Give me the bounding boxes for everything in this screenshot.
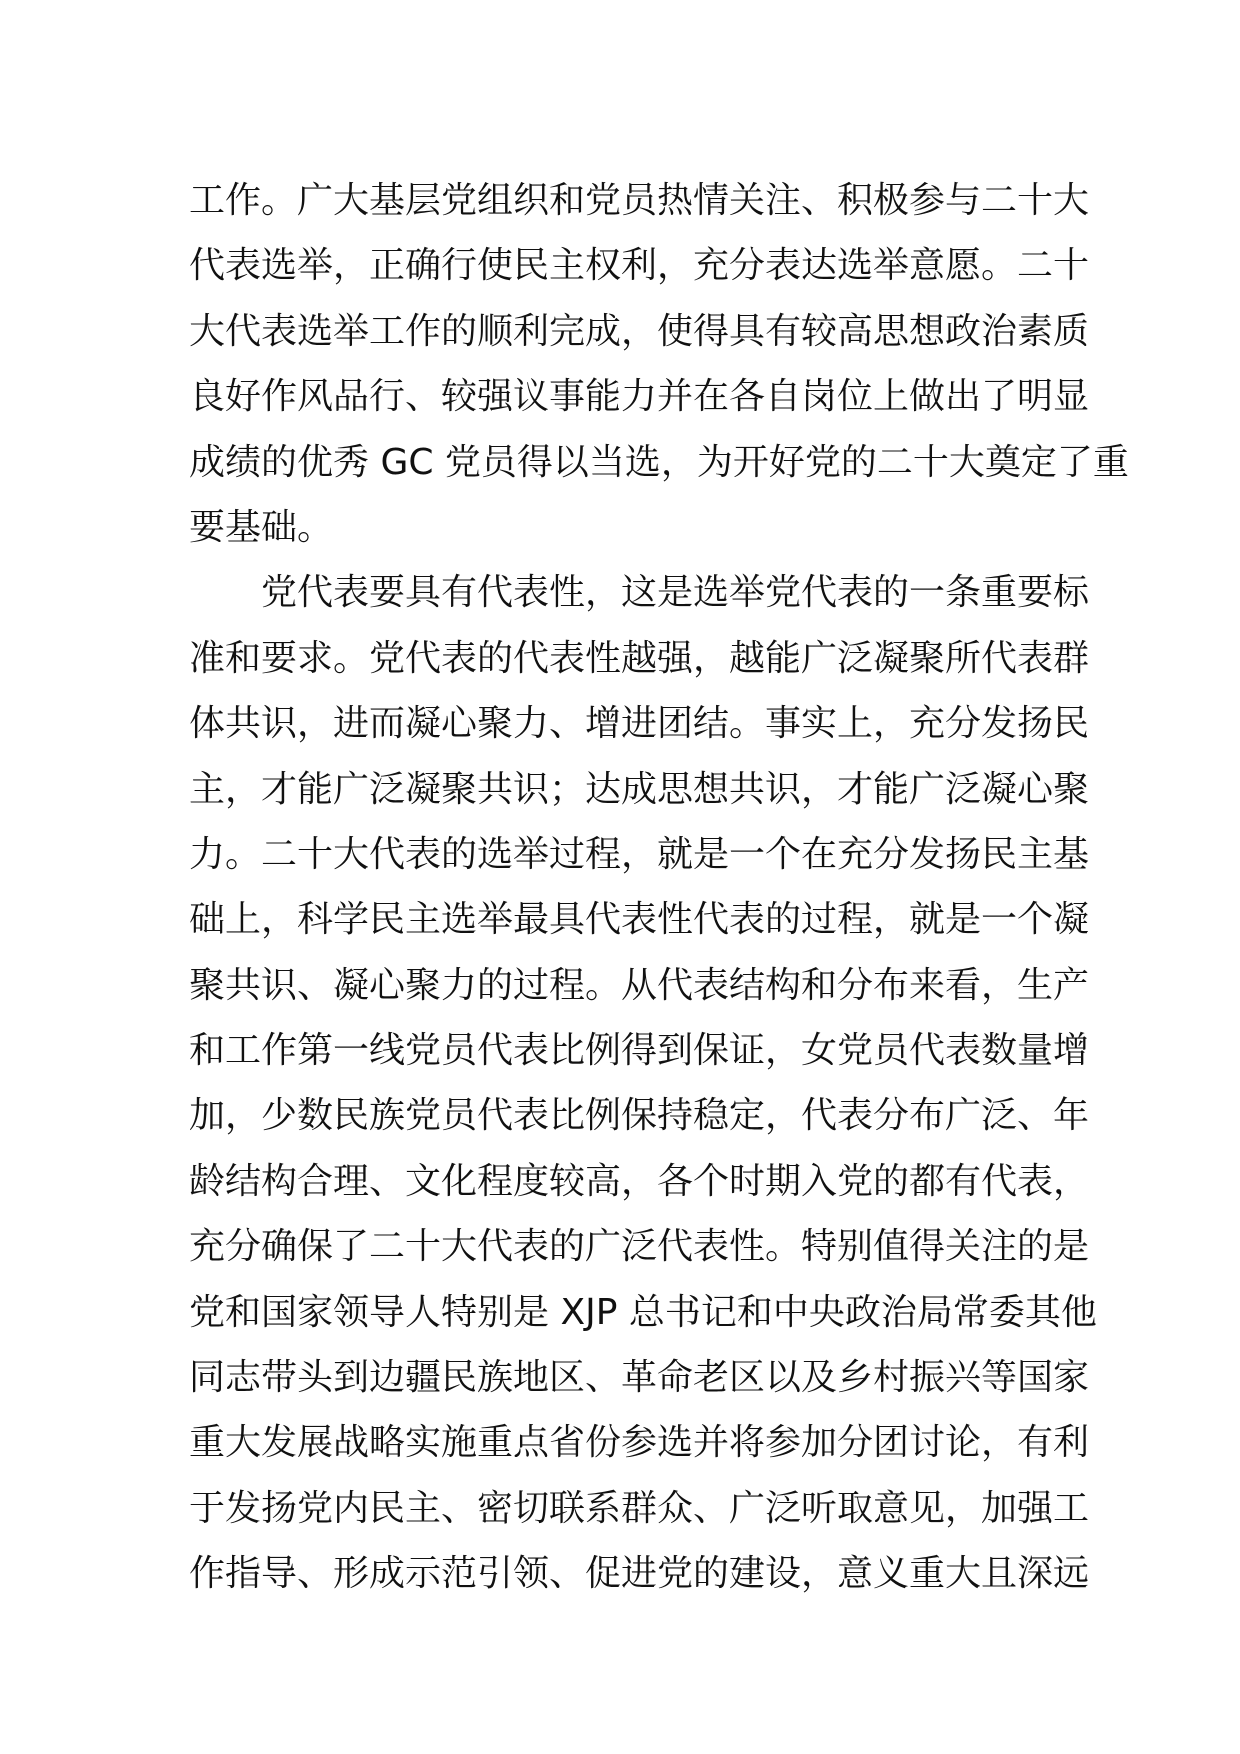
text-line: 作指导、形成示范引领、促进党的建设，意义重大且深远 [189,1553,1090,1595]
text-line: 准和要求。党代表的代表性越强，越能广泛凝聚所代表群 [189,637,1090,679]
text-line: 聚共识、凝心聚力的过程。从代表结构和分布来看，生产 [189,964,1090,1006]
text-line: 同志带头到边疆民族地区、革命老区以及乡村振兴等国家 [189,1357,1090,1399]
text-line: 成绩的优秀 GC 党员得以当选，为开好党的二十大奠定了重 [189,441,1129,483]
body-text [189,168,1129,1607]
text-line: 和工作第一线党员代表比例得到保证，女党员代表数量增 [189,1030,1090,1072]
text-line: 党代表要具有代表性，这是选举党代表的一条重要标 [261,572,1090,614]
text-line: 加，少数民族党员代表比例保持稳定，代表分布广泛、年 [189,1095,1090,1137]
text-line: 良好作风品行、较强议事能力并在各自岗位上做出了明显 [189,376,1090,418]
text-line: 代表选举，正确行使民主权利，充分表达选举意愿。二十 [189,245,1090,287]
text-line: 充分确保了二十大代表的广泛代表性。特别值得关注的是 [189,1226,1090,1268]
text-line: 工作。广大基层党组织和党员热情关注、积极参与二十大 [189,180,1090,221]
text-line: 重大发展战略实施重点省份参选并将参加分团讨论，有利 [189,1422,1090,1464]
text-line: 龄结构合理、文化程度较高，各个时期入党的都有代表， [189,1160,1090,1202]
text-line: 要基础。 [189,506,334,548]
text-line: 力。二十大代表的选举过程，就是一个在充分发扬民主基 [189,833,1090,875]
text-line: 础上，科学民主选举最具代表性代表的过程，就是一个凝 [189,899,1090,941]
text-line: 主，才能广泛凝聚共识；达成思想共识，才能广泛凝心聚 [189,768,1090,810]
paragraph [189,168,1129,560]
text-line: 于发扬党内民主、密切联系群众、广泛听取意见，加强工 [189,1487,1090,1529]
text-line: 体共识，进而凝心聚力、增进团结。事实上，充分发扬民 [189,703,1090,745]
text-line: 大代表选举工作的顺利完成，使得具有较高思想政治素质 [189,310,1090,352]
paragraph [189,560,1097,1606]
text-line: 党和国家领导人特别是 XJP 总书记和中央政治局常委其他 [189,1291,1097,1333]
